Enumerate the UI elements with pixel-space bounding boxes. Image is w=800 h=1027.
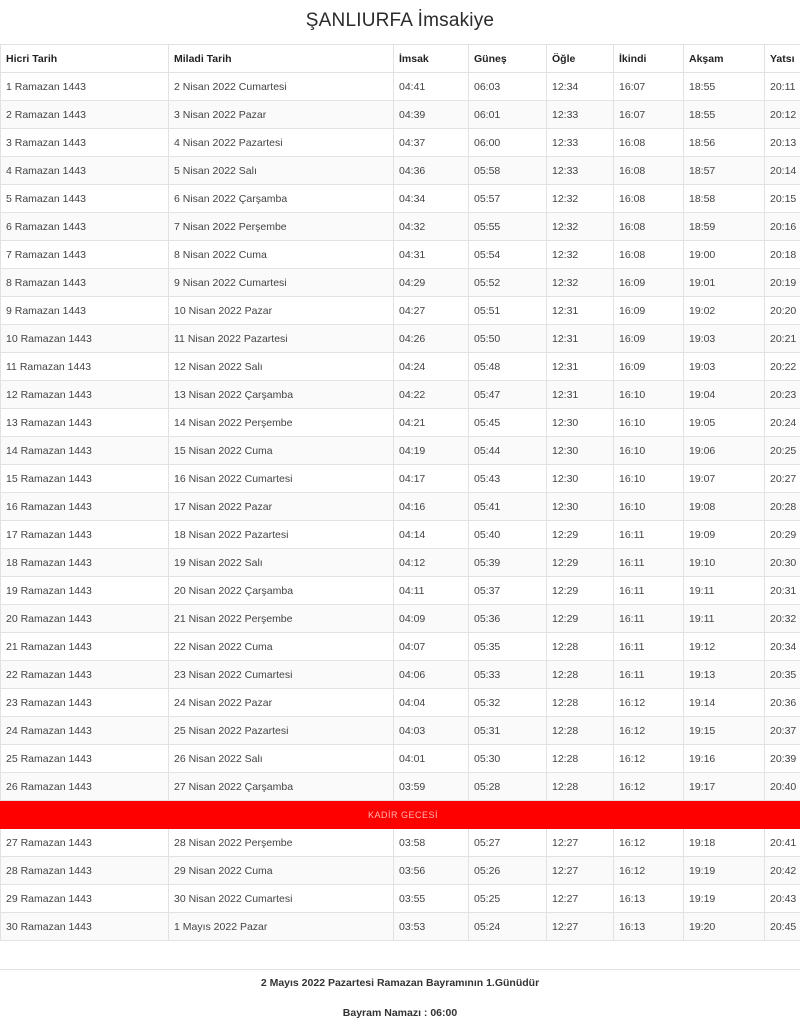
- cell-ikindi: 16:10: [614, 437, 684, 465]
- cell-ogle: 12:30: [547, 493, 614, 521]
- cell-miladi-tarih: 4 Nisan 2022 Pazartesi: [169, 129, 394, 157]
- cell-aksam: 19:19: [684, 857, 765, 885]
- cell-miladi-tarih: 1 Mayıs 2022 Pazar: [169, 913, 394, 941]
- table-row: [1, 521, 800, 549]
- cell-yatsi: 20:34: [765, 633, 800, 661]
- cell-yatsi: 20:24: [765, 409, 800, 437]
- cell-imsak: 04:36: [394, 157, 469, 185]
- table-row: [1, 325, 800, 353]
- cell-aksam: 19:06: [684, 437, 765, 465]
- cell-gunes: 05:37: [469, 577, 547, 605]
- cell-aksam: 19:03: [684, 325, 765, 353]
- cell-yatsi: 20:12: [765, 101, 800, 129]
- cell-hicri-tarih: 8 Ramazan 1443: [1, 269, 169, 297]
- cell-hicri-tarih: 15 Ramazan 1443: [1, 465, 169, 493]
- cell-imsak: 04:29: [394, 269, 469, 297]
- cell-ogle: 12:34: [547, 73, 614, 101]
- cell-miladi-tarih: 5 Nisan 2022 Salı: [169, 157, 394, 185]
- cell-imsak: 04:26: [394, 325, 469, 353]
- cell-ogle: 12:32: [547, 241, 614, 269]
- cell-yatsi: 20:28: [765, 493, 800, 521]
- cell-hicri-tarih: 17 Ramazan 1443: [1, 521, 169, 549]
- cell-hicri-tarih: 29 Ramazan 1443: [1, 885, 169, 913]
- table-row: [1, 409, 800, 437]
- cell-aksam: 19:20: [684, 913, 765, 941]
- cell-hicri-tarih: 22 Ramazan 1443: [1, 661, 169, 689]
- cell-yatsi: 20:41: [765, 829, 800, 857]
- cell-hicri-tarih: 5 Ramazan 1443: [1, 185, 169, 213]
- cell-imsak: 04:21: [394, 409, 469, 437]
- cell-yatsi: 20:13: [765, 129, 800, 157]
- table-row: [1, 73, 800, 101]
- cell-hicri-tarih: 27 Ramazan 1443: [1, 829, 169, 857]
- cell-miladi-tarih: 22 Nisan 2022 Cuma: [169, 633, 394, 661]
- cell-hicri-tarih: 25 Ramazan 1443: [1, 745, 169, 773]
- cell-hicri-tarih: 28 Ramazan 1443: [1, 857, 169, 885]
- cell-gunes: 05:25: [469, 885, 547, 913]
- cell-miladi-tarih: 12 Nisan 2022 Salı: [169, 353, 394, 381]
- cell-miladi-tarih: 18 Nisan 2022 Pazartesi: [169, 521, 394, 549]
- table-row: [1, 745, 800, 773]
- cell-ogle: 12:28: [547, 633, 614, 661]
- cell-imsak: 04:41: [394, 73, 469, 101]
- table-row: [1, 913, 800, 941]
- cell-imsak: 03:59: [394, 773, 469, 801]
- table-row: [1, 689, 800, 717]
- cell-aksam: 18:56: [684, 129, 765, 157]
- cell-yatsi: 20:21: [765, 325, 800, 353]
- table-row: [1, 129, 800, 157]
- cell-gunes: 05:32: [469, 689, 547, 717]
- cell-yatsi: 20:32: [765, 605, 800, 633]
- cell-hicri-tarih: 11 Ramazan 1443: [1, 353, 169, 381]
- cell-imsak: 04:06: [394, 661, 469, 689]
- kadir-gecesi-section: [1, 801, 800, 829]
- cell-ikindi: 16:09: [614, 353, 684, 381]
- cell-ikindi: 16:11: [614, 633, 684, 661]
- cell-ogle: 12:33: [547, 157, 614, 185]
- cell-hicri-tarih: 26 Ramazan 1443: [1, 773, 169, 801]
- cell-hicri-tarih: 6 Ramazan 1443: [1, 213, 169, 241]
- cell-imsak: 04:07: [394, 633, 469, 661]
- cell-ogle: 12:30: [547, 409, 614, 437]
- cell-hicri-tarih: 18 Ramazan 1443: [1, 549, 169, 577]
- column-header-yatsi: Yatsı: [765, 45, 800, 73]
- cell-imsak: 04:12: [394, 549, 469, 577]
- cell-imsak: 03:58: [394, 829, 469, 857]
- cell-aksam: 19:19: [684, 885, 765, 913]
- cell-hicri-tarih: 3 Ramazan 1443: [1, 129, 169, 157]
- table-body-before-kadir: [1, 73, 800, 801]
- column-header-miladi-tarih: Miladi Tarih: [169, 45, 394, 73]
- cell-gunes: 05:50: [469, 325, 547, 353]
- cell-ikindi: 16:08: [614, 185, 684, 213]
- cell-aksam: 18:59: [684, 213, 765, 241]
- cell-imsak: 04:39: [394, 101, 469, 129]
- cell-imsak: 04:01: [394, 745, 469, 773]
- cell-ikindi: 16:10: [614, 381, 684, 409]
- cell-hicri-tarih: 19 Ramazan 1443: [1, 577, 169, 605]
- cell-hicri-tarih: 9 Ramazan 1443: [1, 297, 169, 325]
- cell-ikindi: 16:11: [614, 521, 684, 549]
- cell-gunes: 05:43: [469, 465, 547, 493]
- cell-ikindi: 16:09: [614, 297, 684, 325]
- cell-yatsi: 20:29: [765, 521, 800, 549]
- cell-aksam: 19:07: [684, 465, 765, 493]
- cell-gunes: 05:48: [469, 353, 547, 381]
- cell-hicri-tarih: 2 Ramazan 1443: [1, 101, 169, 129]
- cell-ikindi: 16:08: [614, 129, 684, 157]
- cell-ogle: 12:28: [547, 773, 614, 801]
- table-row: [1, 297, 800, 325]
- cell-miladi-tarih: 14 Nisan 2022 Perşembe: [169, 409, 394, 437]
- cell-miladi-tarih: 17 Nisan 2022 Pazar: [169, 493, 394, 521]
- cell-ogle: 12:33: [547, 129, 614, 157]
- cell-miladi-tarih: 19 Nisan 2022 Salı: [169, 549, 394, 577]
- cell-gunes: 05:51: [469, 297, 547, 325]
- cell-hicri-tarih: 30 Ramazan 1443: [1, 913, 169, 941]
- cell-ikindi: 16:09: [614, 325, 684, 353]
- cell-aksam: 19:13: [684, 661, 765, 689]
- table-row: [1, 577, 800, 605]
- table-row: [1, 269, 800, 297]
- cell-ikindi: 16:12: [614, 689, 684, 717]
- cell-ogle: 12:30: [547, 437, 614, 465]
- cell-imsak: 04:09: [394, 605, 469, 633]
- cell-miladi-tarih: 2 Nisan 2022 Cumartesi: [169, 73, 394, 101]
- cell-aksam: 19:16: [684, 745, 765, 773]
- cell-ogle: 12:28: [547, 745, 614, 773]
- cell-ogle: 12:28: [547, 717, 614, 745]
- cell-imsak: 04:24: [394, 353, 469, 381]
- table-body-after-kadir: [1, 829, 800, 941]
- cell-aksam: 19:08: [684, 493, 765, 521]
- cell-hicri-tarih: 20 Ramazan 1443: [1, 605, 169, 633]
- cell-imsak: 04:31: [394, 241, 469, 269]
- imsakiye-table: [0, 44, 800, 941]
- column-header-imsak: İmsak: [394, 45, 469, 73]
- cell-ogle: 12:31: [547, 297, 614, 325]
- cell-gunes: 05:54: [469, 241, 547, 269]
- cell-ikindi: 16:07: [614, 101, 684, 129]
- cell-gunes: 05:45: [469, 409, 547, 437]
- table-row: [1, 101, 800, 129]
- cell-miladi-tarih: 15 Nisan 2022 Cuma: [169, 437, 394, 465]
- cell-gunes: 05:30: [469, 745, 547, 773]
- footer-divider: [0, 969, 800, 970]
- table-row: [1, 465, 800, 493]
- cell-yatsi: 20:20: [765, 297, 800, 325]
- cell-aksam: 19:12: [684, 633, 765, 661]
- cell-aksam: 18:55: [684, 73, 765, 101]
- cell-gunes: 05:57: [469, 185, 547, 213]
- cell-gunes: 06:01: [469, 101, 547, 129]
- cell-gunes: 05:27: [469, 829, 547, 857]
- column-header-gunes: Güneş: [469, 45, 547, 73]
- cell-gunes: 05:33: [469, 661, 547, 689]
- table-row: [1, 633, 800, 661]
- cell-gunes: 05:31: [469, 717, 547, 745]
- cell-gunes: 05:58: [469, 157, 547, 185]
- cell-aksam: 19:10: [684, 549, 765, 577]
- cell-hicri-tarih: 16 Ramazan 1443: [1, 493, 169, 521]
- cell-imsak: 04:37: [394, 129, 469, 157]
- cell-yatsi: 20:25: [765, 437, 800, 465]
- table-header-row: [1, 45, 800, 73]
- column-header-ikindi: İkindi: [614, 45, 684, 73]
- cell-imsak: 04:16: [394, 493, 469, 521]
- cell-hicri-tarih: 4 Ramazan 1443: [1, 157, 169, 185]
- cell-ogle: 12:33: [547, 101, 614, 129]
- cell-ikindi: 16:11: [614, 577, 684, 605]
- table-row: [1, 829, 800, 857]
- cell-ogle: 12:27: [547, 857, 614, 885]
- cell-ikindi: 16:07: [614, 73, 684, 101]
- cell-imsak: 04:19: [394, 437, 469, 465]
- table-row: [1, 381, 800, 409]
- cell-aksam: 19:11: [684, 577, 765, 605]
- cell-ikindi: 16:08: [614, 241, 684, 269]
- cell-ogle: 12:27: [547, 885, 614, 913]
- cell-ogle: 12:31: [547, 381, 614, 409]
- cell-ikindi: 16:13: [614, 913, 684, 941]
- cell-gunes: 05:28: [469, 773, 547, 801]
- cell-gunes: 05:55: [469, 213, 547, 241]
- table-row: [1, 213, 800, 241]
- cell-yatsi: 20:45: [765, 913, 800, 941]
- cell-gunes: 05:40: [469, 521, 547, 549]
- cell-yatsi: 20:42: [765, 857, 800, 885]
- bayram-note: 2 Mayıs 2022 Pazartesi Ramazan Bayramının 1.Günüdür: [260, 977, 540, 989]
- cell-yatsi: 20:18: [765, 241, 800, 269]
- cell-ikindi: 16:11: [614, 661, 684, 689]
- cell-imsak: 04:27: [394, 297, 469, 325]
- cell-imsak: 04:11: [394, 577, 469, 605]
- cell-ikindi: 16:09: [614, 269, 684, 297]
- cell-miladi-tarih: 28 Nisan 2022 Perşembe: [169, 829, 394, 857]
- cell-yatsi: 20:35: [765, 661, 800, 689]
- cell-aksam: 19:18: [684, 829, 765, 857]
- table-row: [1, 157, 800, 185]
- cell-yatsi: 20:22: [765, 353, 800, 381]
- cell-gunes: 05:39: [469, 549, 547, 577]
- cell-ogle: 12:32: [547, 185, 614, 213]
- cell-gunes: 05:24: [469, 913, 547, 941]
- cell-gunes: 05:35: [469, 633, 547, 661]
- cell-yatsi: 20:30: [765, 549, 800, 577]
- cell-ikindi: 16:08: [614, 213, 684, 241]
- cell-hicri-tarih: 1 Ramazan 1443: [1, 73, 169, 101]
- table-row: [1, 549, 800, 577]
- table-row: [1, 857, 800, 885]
- table-row: [1, 493, 800, 521]
- table-row: [1, 661, 800, 689]
- cell-miladi-tarih: 8 Nisan 2022 Cuma: [169, 241, 394, 269]
- cell-miladi-tarih: 7 Nisan 2022 Perşembe: [169, 213, 394, 241]
- cell-aksam: 19:15: [684, 717, 765, 745]
- cell-yatsi: 20:39: [765, 745, 800, 773]
- cell-miladi-tarih: 24 Nisan 2022 Pazar: [169, 689, 394, 717]
- cell-yatsi: 20:15: [765, 185, 800, 213]
- cell-gunes: 06:00: [469, 129, 547, 157]
- cell-gunes: 05:26: [469, 857, 547, 885]
- cell-ogle: 12:32: [547, 213, 614, 241]
- cell-yatsi: 20:11: [765, 73, 800, 101]
- cell-hicri-tarih: 13 Ramazan 1443: [1, 409, 169, 437]
- cell-ogle: 12:27: [547, 913, 614, 941]
- kadir-gecesi-label: KADİR GECESİ: [1, 801, 800, 829]
- cell-aksam: 19:00: [684, 241, 765, 269]
- cell-yatsi: 20:40: [765, 773, 800, 801]
- cell-imsak: 04:17: [394, 465, 469, 493]
- cell-miladi-tarih: 25 Nisan 2022 Pazartesi: [169, 717, 394, 745]
- cell-ikindi: 16:13: [614, 885, 684, 913]
- cell-miladi-tarih: 26 Nisan 2022 Salı: [169, 745, 394, 773]
- cell-ikindi: 16:12: [614, 829, 684, 857]
- cell-ikindi: 16:11: [614, 549, 684, 577]
- cell-imsak: 04:04: [394, 689, 469, 717]
- cell-yatsi: 20:19: [765, 269, 800, 297]
- table-row: [1, 437, 800, 465]
- table-row: [1, 717, 800, 745]
- table-row: [1, 885, 800, 913]
- cell-miladi-tarih: 10 Nisan 2022 Pazar: [169, 297, 394, 325]
- cell-yatsi: 20:16: [765, 213, 800, 241]
- cell-ogle: 12:32: [547, 269, 614, 297]
- cell-imsak: 03:53: [394, 913, 469, 941]
- table-row: [1, 241, 800, 269]
- cell-miladi-tarih: 21 Nisan 2022 Perşembe: [169, 605, 394, 633]
- cell-yatsi: 20:36: [765, 689, 800, 717]
- cell-ogle: 12:31: [547, 325, 614, 353]
- table-row: [1, 605, 800, 633]
- cell-miladi-tarih: 20 Nisan 2022 Çarşamba: [169, 577, 394, 605]
- cell-aksam: 19:17: [684, 773, 765, 801]
- column-header-aksam: Akşam: [684, 45, 765, 73]
- cell-aksam: 19:02: [684, 297, 765, 325]
- page-title: ŞANLIURFA İmsakiye: [305, 10, 495, 31]
- cell-ikindi: 16:12: [614, 773, 684, 801]
- cell-ogle: 12:28: [547, 689, 614, 717]
- cell-ogle: 12:29: [547, 605, 614, 633]
- cell-ogle: 12:29: [547, 577, 614, 605]
- cell-miladi-tarih: 11 Nisan 2022 Pazartesi: [169, 325, 394, 353]
- bayram-namazi-time: Bayram Namazı : 06:00: [342, 1007, 458, 1019]
- column-header-hicri-tarih: Hicri Tarih: [1, 45, 169, 73]
- cell-hicri-tarih: 14 Ramazan 1443: [1, 437, 169, 465]
- cell-miladi-tarih: 30 Nisan 2022 Cumartesi: [169, 885, 394, 913]
- cell-aksam: 19:04: [684, 381, 765, 409]
- cell-miladi-tarih: 9 Nisan 2022 Cumartesi: [169, 269, 394, 297]
- cell-ogle: 12:28: [547, 661, 614, 689]
- cell-yatsi: 20:27: [765, 465, 800, 493]
- cell-ogle: 12:29: [547, 521, 614, 549]
- cell-yatsi: 20:37: [765, 717, 800, 745]
- cell-miladi-tarih: 6 Nisan 2022 Çarşamba: [169, 185, 394, 213]
- cell-yatsi: 20:43: [765, 885, 800, 913]
- cell-ikindi: 16:11: [614, 605, 684, 633]
- cell-ikindi: 16:10: [614, 465, 684, 493]
- table-row: [1, 773, 800, 801]
- cell-miladi-tarih: 3 Nisan 2022 Pazar: [169, 101, 394, 129]
- table-row: [1, 185, 800, 213]
- cell-aksam: 18:58: [684, 185, 765, 213]
- cell-gunes: 06:03: [469, 73, 547, 101]
- cell-hicri-tarih: 24 Ramazan 1443: [1, 717, 169, 745]
- cell-yatsi: 20:23: [765, 381, 800, 409]
- cell-gunes: 05:41: [469, 493, 547, 521]
- cell-yatsi: 20:31: [765, 577, 800, 605]
- cell-ikindi: 16:12: [614, 745, 684, 773]
- kadir-gecesi-banner: [1, 801, 800, 829]
- cell-miladi-tarih: 29 Nisan 2022 Cuma: [169, 857, 394, 885]
- cell-imsak: 04:32: [394, 213, 469, 241]
- cell-hicri-tarih: 12 Ramazan 1443: [1, 381, 169, 409]
- cell-aksam: 19:14: [684, 689, 765, 717]
- cell-hicri-tarih: 7 Ramazan 1443: [1, 241, 169, 269]
- cell-miladi-tarih: 27 Nisan 2022 Çarşamba: [169, 773, 394, 801]
- cell-ikindi: 16:08: [614, 157, 684, 185]
- cell-aksam: 19:05: [684, 409, 765, 437]
- cell-aksam: 19:01: [684, 269, 765, 297]
- cell-imsak: 03:56: [394, 857, 469, 885]
- cell-imsak: 04:03: [394, 717, 469, 745]
- cell-ogle: 12:31: [547, 353, 614, 381]
- cell-imsak: 04:34: [394, 185, 469, 213]
- table-row: [1, 353, 800, 381]
- cell-miladi-tarih: 16 Nisan 2022 Cumartesi: [169, 465, 394, 493]
- column-header-ogle: Öğle: [547, 45, 614, 73]
- cell-gunes: 05:44: [469, 437, 547, 465]
- cell-aksam: 19:03: [684, 353, 765, 381]
- cell-ikindi: 16:10: [614, 409, 684, 437]
- cell-aksam: 19:09: [684, 521, 765, 549]
- cell-hicri-tarih: 10 Ramazan 1443: [1, 325, 169, 353]
- cell-imsak: 04:14: [394, 521, 469, 549]
- cell-ikindi: 16:10: [614, 493, 684, 521]
- cell-imsak: 03:55: [394, 885, 469, 913]
- cell-ikindi: 16:12: [614, 717, 684, 745]
- cell-hicri-tarih: 23 Ramazan 1443: [1, 689, 169, 717]
- cell-ogle: 12:29: [547, 549, 614, 577]
- cell-ogle: 12:30: [547, 465, 614, 493]
- cell-gunes: 05:47: [469, 381, 547, 409]
- cell-miladi-tarih: 23 Nisan 2022 Cumartesi: [169, 661, 394, 689]
- cell-yatsi: 20:14: [765, 157, 800, 185]
- cell-miladi-tarih: 13 Nisan 2022 Çarşamba: [169, 381, 394, 409]
- cell-ogle: 12:27: [547, 829, 614, 857]
- cell-aksam: 18:55: [684, 101, 765, 129]
- cell-hicri-tarih: 21 Ramazan 1443: [1, 633, 169, 661]
- cell-gunes: 05:52: [469, 269, 547, 297]
- cell-aksam: 18:57: [684, 157, 765, 185]
- cell-aksam: 19:11: [684, 605, 765, 633]
- cell-gunes: 05:36: [469, 605, 547, 633]
- cell-ikindi: 16:12: [614, 857, 684, 885]
- cell-imsak: 04:22: [394, 381, 469, 409]
